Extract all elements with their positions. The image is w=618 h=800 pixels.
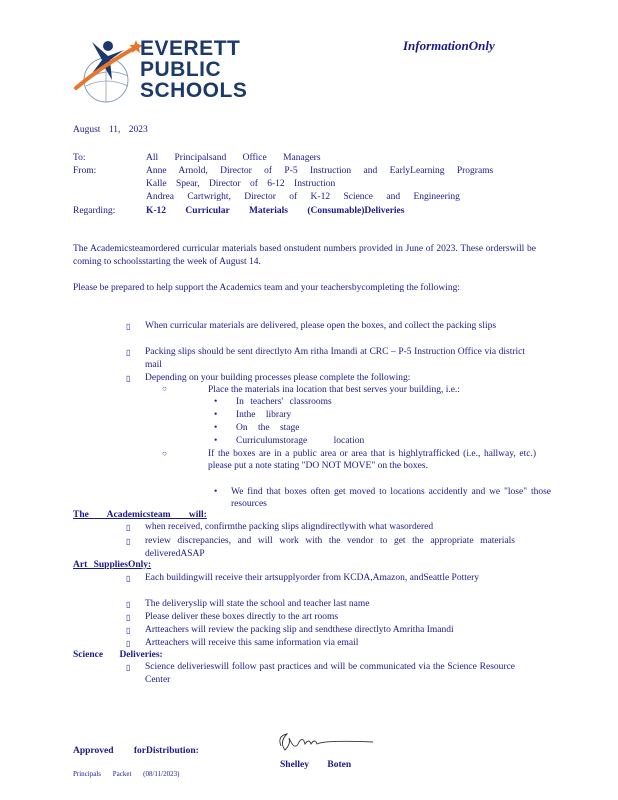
list-item: Place the materials ina location that best serves your building, i.e.: — [208, 385, 460, 395]
signature-image — [275, 728, 375, 758]
bullet-icon: ▯ — [126, 600, 131, 609]
dot-bullet-icon: • — [214, 423, 218, 433]
list-item: We find that boxes often get moved to locations accidently and we "lose" those resources — [231, 487, 551, 509]
logo-line-1: EVERETT — [140, 37, 241, 60]
to-label: To: — [73, 153, 86, 163]
to-value: All Principalsand Office Managers — [146, 153, 321, 163]
circle-bullet-icon: ○ — [162, 449, 167, 458]
bullet-icon: ▯ — [126, 374, 131, 383]
list-item: review discrepancies, and will work with the vendor to get the appropriate materials deliveredASAP — [145, 536, 515, 559]
dot-bullet-icon: • — [214, 410, 218, 420]
from-label: From: — [73, 166, 97, 176]
bullet-icon: ▯ — [126, 626, 131, 635]
list-item: Please deliver these boxes directly to the art rooms — [145, 612, 339, 622]
regarding-label: Regarding: — [73, 206, 116, 216]
list-item: On the stage — [236, 423, 300, 433]
memo-date: August 11, 2023 — [73, 125, 148, 135]
bullet-icon: ▯ — [126, 574, 131, 583]
signer-name: Shelley Boten — [280, 760, 352, 770]
list-item: In teachers' classrooms — [236, 397, 332, 407]
approved-label: Approved forDistribution: — [73, 746, 199, 756]
bullet-icon: ▯ — [126, 537, 131, 546]
list-item: when received, confirmthe packing slips aligndirectlywith what wasordered — [145, 522, 434, 532]
dot-bullet-icon: • — [214, 487, 218, 497]
bullet-icon: ▯ — [126, 613, 131, 622]
list-item: Curriculumstorage location — [236, 436, 365, 446]
list-item: Science deliverieswill follow past practices and will be communicated via the Science Resource Center — [145, 662, 515, 685]
logo-line-2: PUBLIC — [140, 58, 222, 81]
logo-wordmark — [140, 38, 247, 101]
information-only-stamp: InformationOnly — [403, 38, 495, 53]
from-line-2: Kalle Spear, Director of 6-12 Instruction — [146, 179, 336, 189]
prepare-paragraph: Please be prepared to help support the Academics team and your teachersbycompleting the following: — [73, 283, 461, 293]
from-line-3: Andrea Cartwright, Director of K-12 Science and Engineering — [146, 192, 460, 202]
packet-footer: Principals Packet (08/11/2023) — [73, 770, 180, 778]
from-line-1: Anne Arnold, Director of P-5 Instruction and EarlyLearning Programs — [146, 166, 494, 176]
list-item: Artteachers will receive this same information via email — [145, 638, 359, 648]
intro-paragraph: The Academicsteamordered curricular materials based onstudent numbers provided in June of 2023. These orderswill be coming to schoolsstarting the week of August 14. — [73, 244, 536, 267]
circle-bullet-icon: ○ — [162, 384, 167, 393]
dot-bullet-icon: • — [214, 436, 218, 446]
list-item: The deliveryslip will state the school and teacher last name — [145, 599, 370, 609]
bullet-icon: ▯ — [126, 663, 131, 672]
list-item: Depending on your building processes please complete the following: — [145, 373, 411, 383]
list-item: Each buildingwill receive their artsupplyorder from KCDA,Amazon, andSeattle Pottery — [145, 573, 479, 583]
science-heading: Science Deliveries: — [73, 650, 163, 660]
dot-bullet-icon: • — [214, 397, 218, 407]
list-item: Inthe library — [236, 410, 292, 420]
list-item: Packing slips should be sent directlyto Am ritha Imandi at CRC – P-5 Instruction Office via district mail — [145, 347, 525, 370]
team-heading: The Academicsteam will: — [73, 510, 207, 520]
regarding-value: K-12 Curricular Materials (Consumable)Deliveries — [146, 206, 405, 216]
bullet-icon: ▯ — [126, 322, 131, 331]
bullet-icon: ▯ — [126, 523, 131, 532]
list-item: When curricular materials are delivered, please open the boxes, and collect the packing slips — [145, 321, 497, 331]
art-heading: Art SuppliesOnly: — [73, 560, 152, 570]
logo-figure-icon — [72, 36, 142, 108]
list-item: If the boxes are in a public area or area that is highlytrafficked (i.e., hallway, etc.) please put a note stating "DO NOT MOVE" on the boxes. — [208, 449, 536, 471]
logo-line-3: SCHOOLS — [140, 79, 248, 102]
bullet-icon: ▯ — [126, 639, 131, 648]
bullet-icon: ▯ — [126, 348, 131, 357]
list-item: Artteachers will review the packing slip and sendthese directlyto Amritha Imandi — [145, 625, 454, 635]
